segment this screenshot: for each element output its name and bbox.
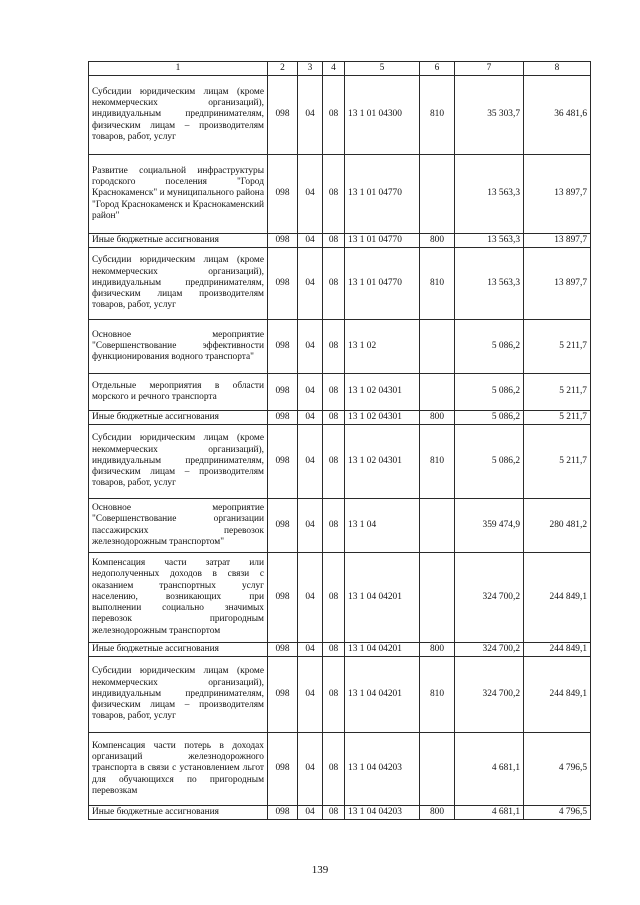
table-row [89,806,591,820]
expense-type-code: 800 [420,806,455,820]
expense-type-code [420,374,455,411]
amount-year-2: 244 849,1 [524,643,591,657]
target-code: 13 1 02 [345,320,420,374]
target-code: 13 1 01 04770 [345,155,420,234]
amount-year-1: 5 086,2 [455,411,524,425]
subsection-code: 08 [323,657,345,733]
table-row [89,499,591,553]
row-name: Субсидии юридическим лицам (кроме некоммерческих организаций), индивидуальным предпринимателям, физическим лицам производителям товаров, работ, услуг [89,248,268,320]
ministry-code: 098 [268,155,298,234]
subsection-code: 08 [323,155,345,234]
table-row [89,320,591,374]
row-name: Иные бюджетные ассигнования [89,234,268,248]
section-code: 04 [298,374,323,411]
subsection-code: 08 [323,733,345,806]
target-code: 13 1 02 04301 [345,374,420,411]
amount-year-1: 324 700,2 [455,643,524,657]
ministry-code: 098 [268,425,298,499]
table-row [89,411,591,425]
amount-year-1: 324 700,2 [455,553,524,643]
amount-year-2: 36 481,6 [524,76,591,155]
section-code: 04 [298,320,323,374]
subsection-code: 08 [323,425,345,499]
ministry-code: 098 [268,76,298,155]
target-code: 13 1 01 04300 [345,76,420,155]
subsection-code: 08 [323,320,345,374]
subsection-code: 08 [323,374,345,411]
header-cell: 8 [524,62,591,76]
expense-type-code [420,155,455,234]
target-code: 13 1 04 04203 [345,806,420,820]
expense-type-code: 810 [420,425,455,499]
subsection-code: 08 [323,499,345,553]
target-code: 13 1 04 04201 [345,643,420,657]
row-name: Отдельные мероприятия в области морского и речного транспорта [89,374,268,411]
table-row [89,643,591,657]
table-row [89,553,591,643]
amount-year-1: 359 474,9 [455,499,524,553]
amount-year-2: 13 897,7 [524,155,591,234]
amount-year-2: 244 849,1 [524,553,591,643]
amount-year-2: 5 211,7 [524,374,591,411]
amount-year-2: 5 211,7 [524,425,591,499]
section-code: 04 [298,425,323,499]
subsection-code: 08 [323,806,345,820]
target-code: 13 1 01 04770 [345,248,420,320]
table-row [89,155,591,234]
row-name: Компенсация части затрат или недополученных доходов в связи с оказанием транспортных услуг населению, возникающих при выполнении социально значимых перевозок пригородным железнодорожным транспортом [89,553,268,643]
target-code: 13 1 04 04201 [345,553,420,643]
amount-year-2: 13 897,7 [524,234,591,248]
ministry-code: 098 [268,806,298,820]
page-number: 139 [311,864,329,876]
row-name: Основное мероприятие "Совершенствование организации пассажирских перевозок железнодорожным транспортом" [89,499,268,553]
subsection-code: 08 [323,553,345,643]
ministry-code: 098 [268,733,298,806]
ministry-code: 098 [268,374,298,411]
target-code: 13 1 01 04770 [345,234,420,248]
amount-year-2: 5 211,7 [524,411,591,425]
expense-type-code [420,499,455,553]
row-name: Развитие социальной инфраструктуры городского поселения "Город Краснокаменск" и муниципального района "Город Краснокаменск и Краснокаменский район" [89,155,268,234]
row-name: Иные бюджетные ассигнования [89,643,268,657]
row-name: Субсидии юридическим лицам (кроме некоммерческих организаций), индивидуальным предпринимателям, физическим лицам – производителям товаров, работ, услуг [89,657,268,733]
row-name: Иные бюджетные ассигнования [89,806,268,820]
subsection-code: 08 [323,411,345,425]
table-row [89,248,591,320]
expense-type-code [420,320,455,374]
table-body [89,62,591,820]
header-cell: 3 [298,62,323,76]
amount-year-2: 280 481,2 [524,499,591,553]
table-row [89,234,591,248]
amount-year-1: 4 681,1 [455,806,524,820]
amount-year-1: 5 086,2 [455,374,524,411]
expense-type-code: 800 [420,411,455,425]
header-cell: 7 [455,62,524,76]
row-name: Основное мероприятие "Совершенствование эффективности функционирования водного транспорта" [89,320,268,374]
subsection-code: 08 [323,248,345,320]
ministry-code: 098 [268,234,298,248]
target-code: 13 1 04 04201 [345,657,420,733]
header-row [89,62,591,76]
amount-year-2: 4 796,5 [524,806,591,820]
ministry-code: 098 [268,553,298,643]
header-cell: 2 [268,62,298,76]
expense-type-code: 810 [420,248,455,320]
section-code: 04 [298,234,323,248]
table-row [89,657,591,733]
amount-year-1: 35 303,7 [455,76,524,155]
header-cell: 6 [420,62,455,76]
section-code: 04 [298,553,323,643]
section-code: 04 [298,657,323,733]
row-name: Компенсация части потерь в доходах организаций железнодорожного транспорта в связи с установлением льгот для обучающихся по пригородным перевозкам [89,733,268,806]
target-code: 13 1 04 04203 [345,733,420,806]
expense-type-code: 800 [420,234,455,248]
amount-year-1: 5 086,2 [455,425,524,499]
section-code: 04 [298,643,323,657]
section-code: 04 [298,248,323,320]
row-name: Субсидии юридическим лицам (кроме некоммерческих организаций), индивидуальным предпринимателям, физическим лицам – производителям товаров, работ, услуг [89,76,268,155]
amount-year-1: 5 086,2 [455,320,524,374]
row-name: Иные бюджетные ассигнования [89,411,268,425]
ministry-code: 098 [268,643,298,657]
amount-year-2: 5 211,7 [524,320,591,374]
amount-year-1: 4 681,1 [455,733,524,806]
expense-type-code: 810 [420,76,455,155]
amount-year-1: 13 563,3 [455,155,524,234]
table-row [89,425,591,499]
expense-type-code [420,733,455,806]
amount-year-2: 13 897,7 [524,248,591,320]
ministry-code: 098 [268,248,298,320]
section-code: 04 [298,733,323,806]
amount-year-2: 4 796,5 [524,733,591,806]
table-row [89,76,591,155]
ministry-code: 098 [268,411,298,425]
expense-type-code [420,553,455,643]
target-code: 13 1 02 04301 [345,411,420,425]
section-code: 04 [298,411,323,425]
budget-table [88,61,591,820]
target-code: 13 1 02 04301 [345,425,420,499]
header-cell: 4 [323,62,345,76]
table-row [89,733,591,806]
table-row [89,374,591,411]
section-code: 04 [298,806,323,820]
section-code: 04 [298,76,323,155]
subsection-code: 08 [323,643,345,657]
amount-year-1: 13 563,3 [455,234,524,248]
section-code: 04 [298,155,323,234]
ministry-code: 098 [268,657,298,733]
subsection-code: 08 [323,234,345,248]
amount-year-2: 244 849,1 [524,657,591,733]
ministry-code: 098 [268,499,298,553]
subsection-code: 08 [323,76,345,155]
expense-type-code: 800 [420,643,455,657]
ministry-code: 098 [268,320,298,374]
section-code: 04 [298,499,323,553]
amount-year-1: 13 563,3 [455,248,524,320]
header-cell: 5 [345,62,420,76]
expense-type-code: 810 [420,657,455,733]
amount-year-1: 324 700,2 [455,657,524,733]
header-cell: 1 [89,62,268,76]
row-name: Субсидии юридическим лицам (кроме некоммерческих организаций), индивидуальным предпринимателям, физическим лицам – производителям товаров, работ, услуг [89,425,268,499]
target-code: 13 1 04 [345,499,420,553]
